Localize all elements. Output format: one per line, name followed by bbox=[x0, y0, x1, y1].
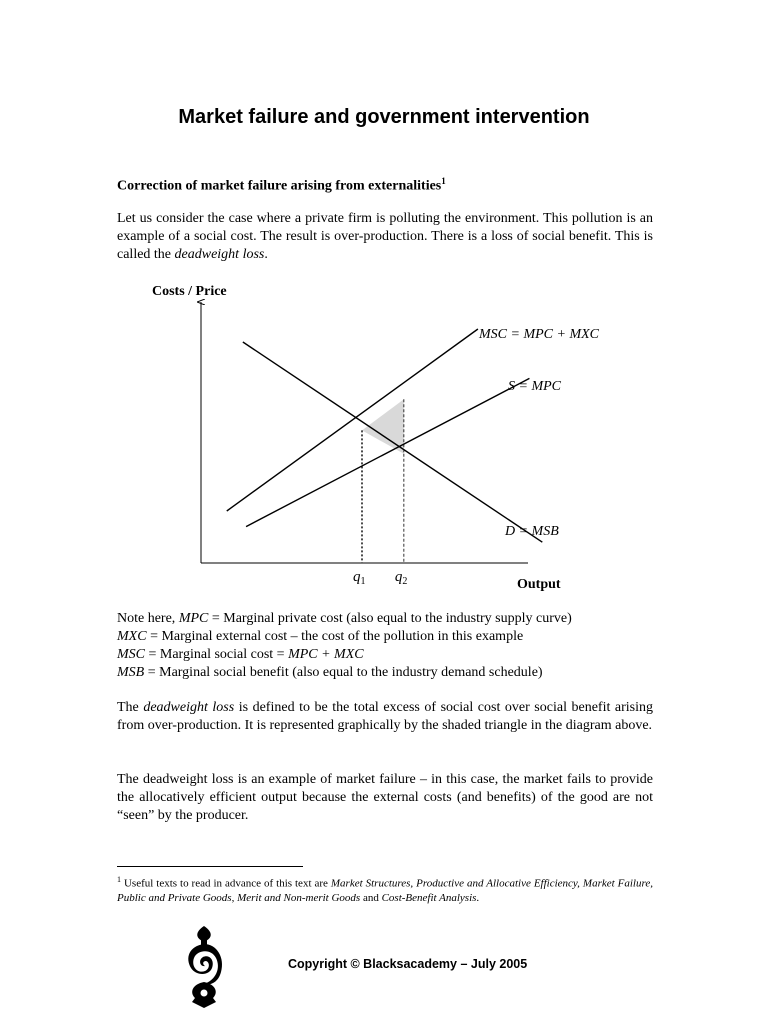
intro-paragraph bbox=[117, 210, 653, 264]
note-term: MSC bbox=[117, 647, 145, 662]
section-heading bbox=[117, 176, 446, 195]
footnote-text: Useful texts to read in advance of this text are bbox=[121, 877, 331, 890]
externality-chart bbox=[0, 270, 768, 600]
blacksacademy-logo-icon bbox=[183, 924, 225, 1010]
footnote-italic-title: Cost-Benefit Analysis bbox=[381, 891, 477, 904]
note-item bbox=[117, 610, 657, 628]
note-term: MXC bbox=[117, 629, 147, 644]
footnote-marker: 1 bbox=[441, 176, 446, 186]
intro-text: Let us consider the case where a private firm is polluting the environment. This pollution is an example of a social cost. The result is over-production. There is a loss of social benefit. This is called the bbox=[117, 211, 653, 262]
note-definition: = Marginal social benefit (also equal to the industry demand schedule) bbox=[144, 665, 543, 680]
note-item bbox=[117, 646, 657, 664]
footnote-end: . bbox=[476, 891, 480, 904]
page-title: Market failure and government intervention bbox=[178, 106, 590, 128]
demand-msb-line bbox=[243, 342, 542, 542]
footnote bbox=[117, 873, 653, 905]
note-prefix: Note here, bbox=[117, 611, 179, 626]
demand-msb-line-label: D = MSB bbox=[505, 524, 559, 539]
chart-y-axis-label: Costs / Price bbox=[152, 284, 227, 299]
deadweight-paragraph bbox=[117, 699, 653, 735]
note-term: MPC bbox=[178, 611, 209, 626]
note-formula: MPC + MXC bbox=[288, 647, 364, 662]
chart-x-axis-label: Output bbox=[517, 577, 561, 592]
copyright-notice: Copyright © Blacksacademy – July 2005 bbox=[288, 957, 528, 971]
deadweight-italic: deadweight loss bbox=[143, 700, 235, 715]
note-item bbox=[117, 628, 657, 646]
note-term: MSB bbox=[117, 665, 145, 680]
msc-line-label: MSC = MPC + MXC bbox=[479, 327, 599, 342]
deadweight-text: The bbox=[117, 700, 144, 715]
footnote-divider bbox=[117, 866, 303, 867]
market-failure-paragraph: The deadweight loss is an example of market failure – in this case, the market fails to provide the allocatively efficient output because the external costs (and benefits) of the good are not “seen” by the producer. bbox=[117, 772, 653, 823]
deadweight-text-end: is defined to be the total excess of social cost over social benefit arising from over-production. It is represented graphically by the shaded triangle in the diagram above. bbox=[117, 700, 653, 733]
supply-mpc-line-label: S = MPC bbox=[508, 379, 561, 394]
section-heading-text: Correction of market failure arising from externalities bbox=[117, 178, 442, 194]
q1-label: $q_1$ bbox=[353, 569, 366, 587]
intro-italic: deadweight loss bbox=[174, 247, 265, 262]
note-definition: = Marginal external cost – the cost of the pollution in this example bbox=[146, 629, 524, 644]
intro-text-end: . bbox=[264, 247, 268, 262]
note-definition: = Marginal social cost = bbox=[145, 647, 289, 662]
footnote-number: 1 bbox=[117, 875, 121, 884]
notes-list bbox=[117, 610, 657, 682]
footnote-conjunction: and bbox=[360, 891, 382, 904]
q2-label: $q_2$ bbox=[394, 569, 408, 587]
note-item bbox=[117, 664, 657, 682]
note-definition: = Marginal private cost (also equal to the industry supply curve) bbox=[208, 611, 572, 626]
chart-plot-area bbox=[201, 302, 600, 587]
footnote-italic-titles: Market Structures, Productive and Allocative Efficiency, Market Failure, Public and Private Goods, Merit and Non-merit Goods bbox=[117, 877, 653, 904]
